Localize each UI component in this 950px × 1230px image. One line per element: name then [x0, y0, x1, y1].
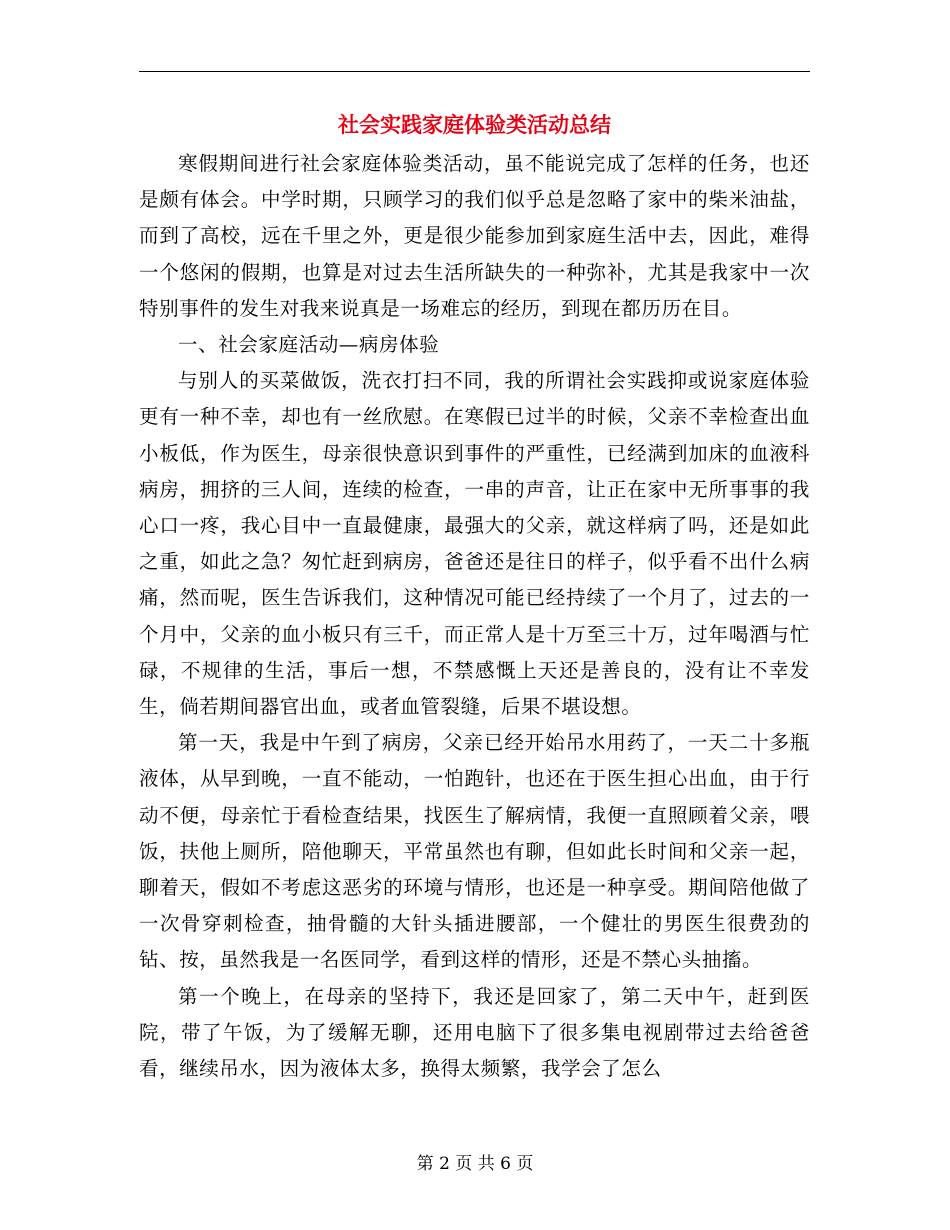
- page-number-footer: 第 2 页 共 6 页: [416, 1154, 534, 1174]
- paragraph-intro: 寒假期间进行社会家庭体验类活动，虽不能说完成了怎样的任务，也还是颇有体会。中学时期，只顾学习的我们似乎总是忽略了家中的柴米油盐，而到了高校，远在千里之外，更是很少能参加到家庭生活中去，因此，难得一个悠闲的假期，也算是对过去生活所缺失的一种弥补，尤其是我家中一次特别事件的发生对我来说真是一场难忘的经历，到现在都历历在目。: [139, 152, 810, 320]
- document-title: 社会实践家庭体验类活动总结: [338, 113, 611, 137]
- header-rule: [139, 71, 810, 72]
- paragraph-ward-experience: 与别人的买菜做饭，洗衣打扫不同，我的所谓社会实践抑或说家庭体验更有一种不幸，却也有一丝欣慰。在寒假已过半的时候，父亲不幸检查出血小板低，作为医生，母亲很快意识到事件的严重性，已经满到加床的血液科病房，拥挤的三人间，连续的检查，一串的声音，让正在家中无所事事的我心口一疼，我心目中一直最健康，最强大的父亲，就这样病了吗，还是如此之重，如此之急？匆忙赶到病房，爸爸还是往日的样子，似乎看不出什么病痛，然而呢，医生告诉我们，这种情况可能已经持续了一个月了，过去的一个月中，父亲的血小板只有三千，而正常人是十万至三十万，过年喝酒与忙碌，不规律的生活，事后一想，不禁感慨上天还是善良的，没有让不幸发生，倘若期间器官出血，或者血管裂缝，后果不堪设想。: [139, 369, 810, 719]
- paragraph-day-one: 第一天，我是中午到了病房，父亲已经开始吊水用药了，一天二十多瓶液体，从早到晚，一直不能动，一怕跑针，也还在于医生担心出血，由于行动不便，母亲忙于看检查结果，找医生了解病情，我便一直照顾着父亲，喂饭，扶他上厕所，陪他聊天，平常虽然也有聊，但如此长时间和父亲一起，聊着天，假如不考虑这恶劣的环境与情形，也还是一种享受。期间陪他做了一次骨穿刺检查，抽骨髓的大针头插进腰部，一个健壮的男医生很费劲的钻、按，虽然我是一名医同学，看到这样的情形，还是不禁心头抽搐。: [139, 731, 810, 972]
- section-heading: 一、社会家庭活动—病房体验: [178, 333, 440, 357]
- document-body: [139, 146, 810, 1087]
- paragraph-first-night: 第一个晚上，在母亲的坚持下，我还是回家了，第二天中午，赶到医院，带了午饭，为了缓解无聊，还用电脑下了很多集电视剧带过去给爸爸看，继续吊水，因为液体太多，换得太频繁，我学会了怎么: [139, 984, 810, 1081]
